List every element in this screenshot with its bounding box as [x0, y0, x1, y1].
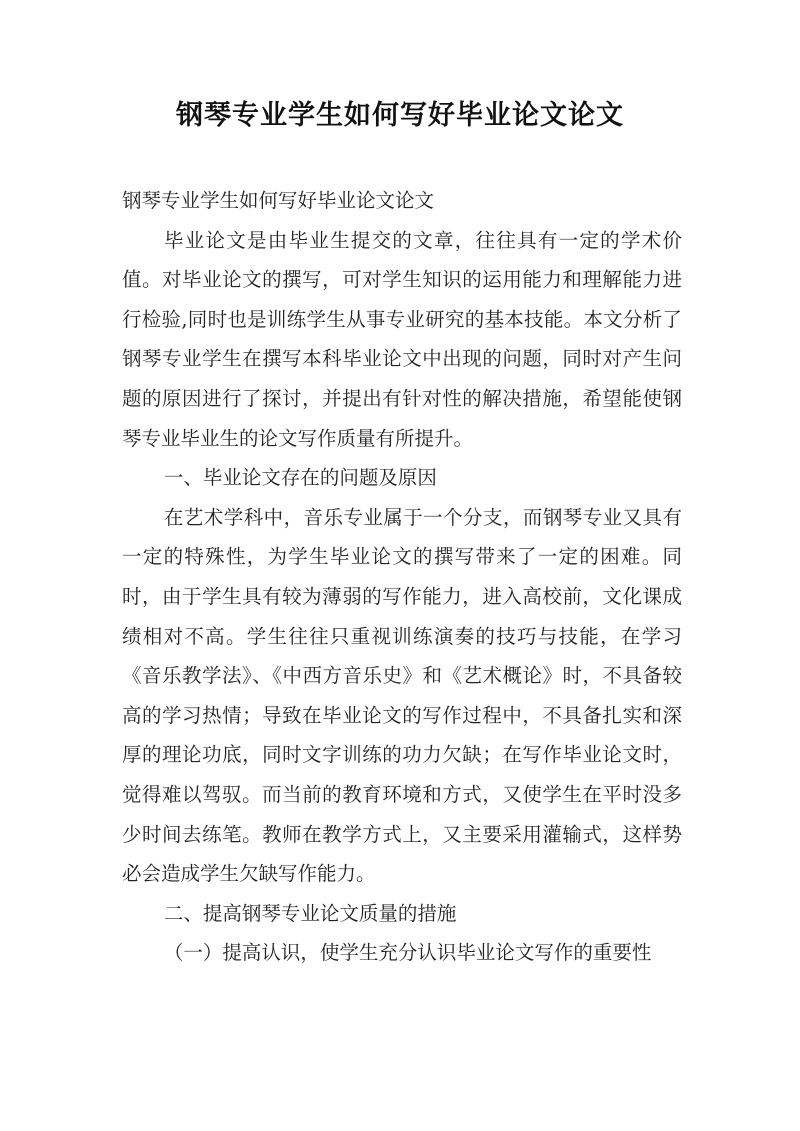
section-1-paragraph: 在艺术学科中，音乐专业属于一个分支，而钢琴专业又具有一定的特殊性，为学生毕业论文的撰写带来了一定的困难。同时，由于学生具有较为薄弱的写作能力，进入高校前，文化课成绩相对不高。学生往往只重视训练演奏的技巧与技能，在学习《音乐教学法》、《中西方音乐史》和《艺术概论》时，不具备较高的学习热情；导致在毕业论文的写作过程中，不具备扎实和深厚的理论功底，同时文字训练的功力欠缺；在写作毕业论文时，觉得难以驾驭。而当前的教育环境和方式，又使学生在平时没多少时间去练笔。教师在教学方式上，又主要采用灌输式，这样势必会造成学生欠缺写作能力。: [122, 505, 682, 886]
document-subtitle: 钢琴专业学生如何写好毕业论文论文: [122, 189, 435, 212]
section-heading-1: 一、毕业论文存在的问题及原因: [163, 466, 437, 490]
section-heading-2: 二、提高钢琴专业论文质量的措施: [163, 901, 457, 925]
document-title: 钢琴专业学生如何写好毕业论文论文: [176, 100, 624, 131]
abstract-paragraph: 毕业论文是由毕业生提交的文章，往往具有一定的学术价值。对毕业论文的撰写，可对学生知识的运用能力和理解能力进行检验,同时也是训练学生从事专业研究的基本技能。本文分析了钢琴专业学生在撰写本科毕业论文中出现的问题，同时对产生问题的原因进行了探讨，并提出有针对性的解决措施，希望能使钢琴专业毕业生的论文写作质量有所提升。: [122, 228, 682, 450]
subsection-heading-1: （一）提高认识，使学生充分认识毕业论文写作的重要性: [163, 941, 652, 965]
document-body: [122, 181, 682, 973]
